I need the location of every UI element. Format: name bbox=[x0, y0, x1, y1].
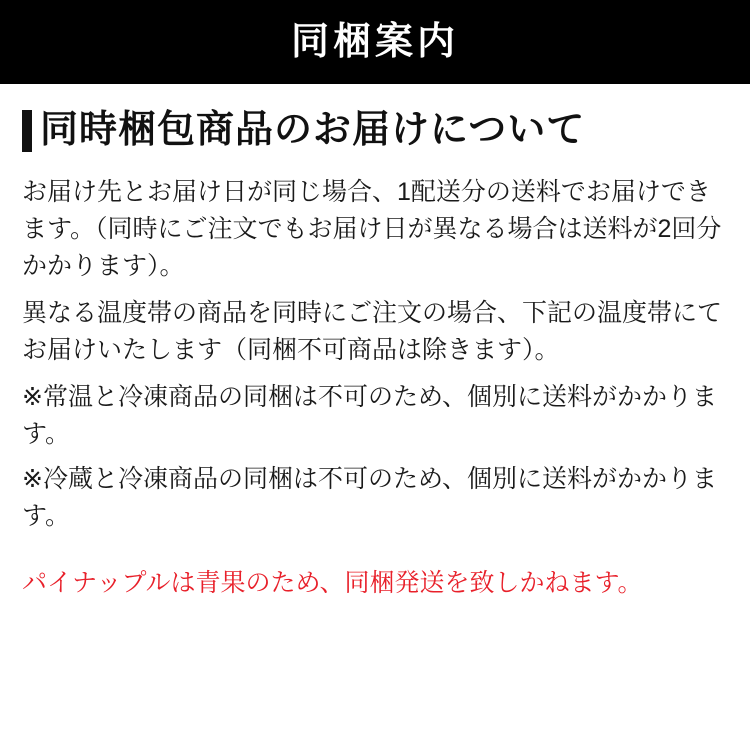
section-heading bbox=[22, 110, 728, 152]
page-title: 同梱案内 bbox=[290, 21, 459, 63]
paragraph-temperature-zone: 異なる温度帯の商品を同時にご注文の場合、下記の温度帯にてお届けいたします（同梱不可商品は除きます）。 bbox=[22, 299, 723, 364]
paragraph-shipping-same-destination: お届け先とお届け日が同じ場合、1配送分の送料でお届けできます。（同時にご注文でもお届け日が異なる場合は送料が2回分かかります）。 bbox=[22, 178, 722, 280]
content-area bbox=[0, 84, 750, 601]
section-heading-label: 同時梱包商品のお届けについて bbox=[40, 109, 586, 152]
paragraph-ambient-frozen-note: ※常温と冷凍商品の同梱は不可のため、個別に送料がかかります。 bbox=[22, 383, 717, 448]
paragraph-chilled-frozen-note: ※冷蔵と冷凍商品の同梱は不可のため、個別に送料がかかります。 bbox=[22, 465, 717, 530]
heading-accent-bar bbox=[22, 110, 32, 152]
pineapple-notice: パイナップルは青果のため、同梱発送を致しかねます。 bbox=[22, 569, 643, 597]
page-header bbox=[0, 0, 750, 84]
